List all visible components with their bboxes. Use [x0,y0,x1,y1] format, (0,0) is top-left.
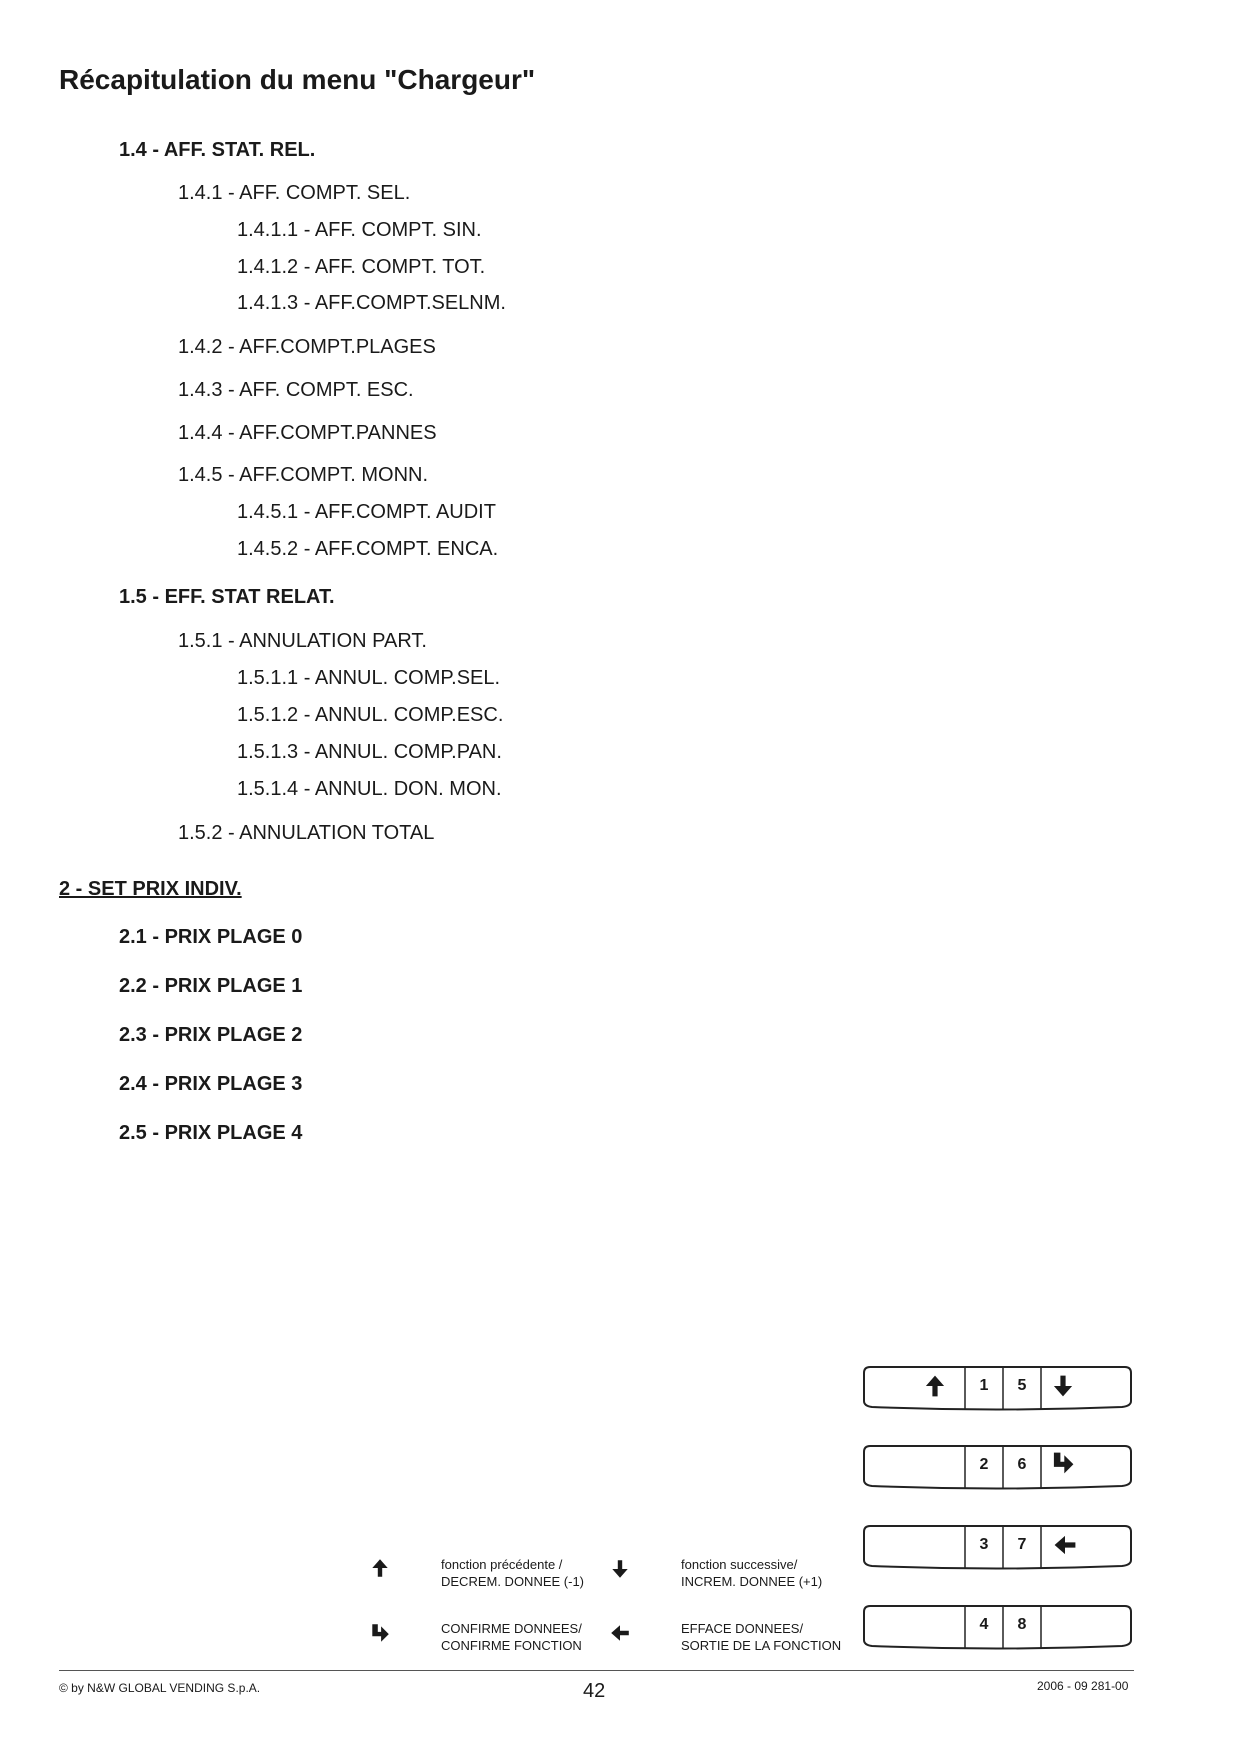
legend-line: CONFIRME FONCTION [441,1638,582,1653]
legend-line: SORTIE DE LA FONCTION [681,1638,842,1653]
menu-item: 1.4.1.2 - AFF. COMPT. TOT. [237,256,486,278]
menu-item: 1.5.1.4 - ANNUL. DON. MON. [237,778,502,800]
key-number: 4 [979,1616,989,1633]
menu-item: 1.5.1 - ANNULATION PART. [178,630,427,652]
key-number: 3 [979,1536,989,1553]
page-title: Récapitulation du menu "Chargeur" [59,64,536,95]
menu-item: 1.4.5 - AFF.COMPT. MONN. [178,464,429,486]
key-number: 7 [1017,1536,1027,1553]
menu-item: 2.2 - PRIX PLAGE 1 [119,975,303,997]
confirm-icon [369,1622,391,1644]
menu-item: 1.4.5.1 - AFF.COMPT. AUDIT [237,501,496,523]
legend-line: DECREM. DONNEE (-1) [441,1574,585,1589]
confirm-icon [1050,1450,1076,1476]
menu-section-heading: 2 - SET PRIX INDIV. [59,878,242,900]
menu-item: 1.5.1.2 - ANNUL. COMP.ESC. [237,704,504,726]
arrow-left-icon [1052,1532,1078,1558]
arrow-left-icon [609,1622,631,1644]
menu-item: 1.5 - EFF. STAT RELAT. [119,586,335,608]
legend-line: EFFACE DONNEES/ [681,1621,804,1636]
legend-confirm-text [441,1620,582,1654]
arrow-down-icon [609,1558,631,1580]
key-number: 2 [979,1456,989,1473]
document-code: 2006 - 09 281-00 [1037,1679,1129,1693]
menu-item: 1.5.1.3 - ANNUL. COMP.PAN. [237,741,502,763]
arrow-up-icon [369,1557,391,1579]
arrow-up-icon [922,1373,948,1399]
key-number: 8 [1017,1616,1027,1633]
keypad-row-3 [862,1524,1133,1570]
legend-line: fonction successive/ [681,1557,798,1572]
keypad-row-1 [862,1365,1133,1411]
footer-copyright: © by N&W GLOBAL VENDING S.p.A. [59,1681,261,1695]
legend-up-text [441,1556,584,1590]
menu-item: 1.4.1 - AFF. COMPT. SEL. [178,182,411,204]
menu-item: 1.4 - AFF. STAT. REL. [119,139,316,161]
keypad-row-2 [862,1444,1133,1490]
footer-divider [59,1670,1134,1671]
menu-item: 1.5.1.1 - ANNUL. COMP.SEL. [237,667,501,689]
menu-item: 2.1 - PRIX PLAGE 0 [119,926,303,948]
legend-down-text [681,1556,822,1590]
legend-line: CONFIRME DONNEES/ [441,1621,582,1636]
menu-item: 2.4 - PRIX PLAGE 3 [119,1073,303,1095]
menu-item: 1.4.1.1 - AFF. COMPT. SIN. [237,219,482,241]
key-number: 5 [1017,1377,1027,1394]
menu-item: 1.4.5.2 - AFF.COMPT. ENCA. [237,538,499,560]
keypad-row-4 [862,1604,1133,1650]
menu-item: 1.4.4 - AFF.COMPT.PANNES [178,422,437,444]
menu-item: 1.4.3 - AFF. COMPT. ESC. [178,379,414,401]
page-number: 42 [583,1680,606,1702]
menu-item: 1.4.2 - AFF.COMPT.PLAGES [178,336,436,358]
menu-item: 1.4.1.3 - AFF.COMPT.SELNM. [237,292,506,314]
menu-item: 1.5.2 - ANNULATION TOTAL [178,822,435,844]
arrow-down-icon [1050,1373,1076,1399]
key-number: 6 [1017,1456,1027,1473]
key-number: 1 [979,1377,989,1394]
legend-back-text [681,1620,841,1654]
menu-item: 2.3 - PRIX PLAGE 2 [119,1024,303,1046]
legend-line: INCREM. DONNEE (+1) [681,1574,823,1589]
legend-line: fonction précédente / [441,1557,563,1572]
menu-item: 2.5 - PRIX PLAGE 4 [119,1122,303,1144]
